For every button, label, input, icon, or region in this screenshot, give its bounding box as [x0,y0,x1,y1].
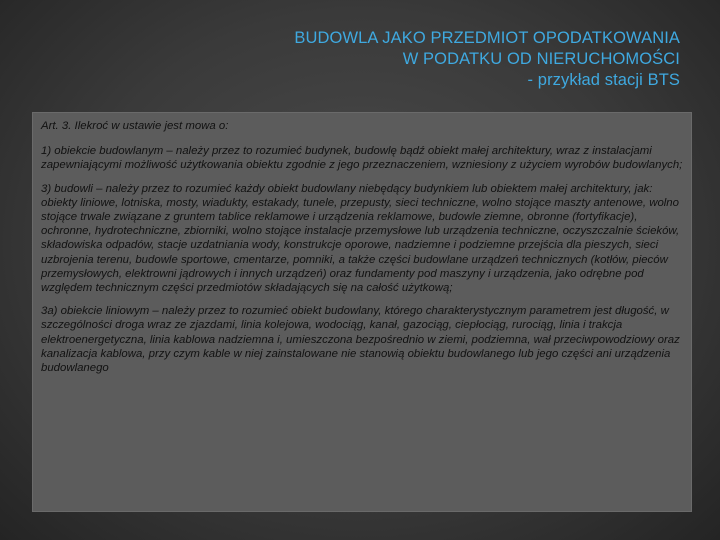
paragraph-obiekt-budowlany: 1) obiekcie budowlanym – należy przez to rozumieć budynek, budowlę bądź obiekt małej architektury, wraz z instalacjami zapewniającymi możliwość użytkowania obiektu zgodnie z jego przeznaczeniem, wzniesiony z użyciem wyrobów budowlanych; [41,145,683,172]
slide-title-line-3: - przykład stacji BTS [527,71,680,89]
slide-title-line-1: BUDOWLA JAKO PRZEDMIOT OPODATKOWANIA [294,29,680,47]
article-heading: Art. 3. Ilekroć w ustawie jest mowa o: [41,120,229,132]
slide-title-line-2: W PODATKU OD NIERUCHOMOŚCI [402,50,680,68]
paragraph-budowla: 3) budowli – należy przez to rozumieć każdy obiekt budowlany niebędący budynkiem lub obiektem małej architektury, jak: obiekty liniowe, lotniska, mosty, wiadukty, estakady, tunele, przepusty, sieci techniczne, wolno stojące maszty antenowe, wolno stojące trwale związane z gruntem tablice reklamowe i urządzenia reklamowe, budowle ziemne, obronne (fortyfikacje), ochronne, hydrotechniczne, zbiorniki, wolno stojące instalacje przemysłowe lub urządzenia techniczne, oczyszczalnie ścieków, składowiska odpadów, stacje uzdatniania wody, konstrukcje oporowe, nadziemne i podziemne przejścia dla pieszych, sieci uzbrojenia terenu, budowle sportowe, cmentarze, pomniki, a także części budowlane urządzeń technicznych (kotłów, pieców przemysłowych, elektrowni jądrowych i innych urządzeń) oraz fundamenty pod maszyny i urządzenia, jako odrębne pod względem technicznym części przedmiotów składających się na całość użytkową; [41,182,680,295]
paragraph-obiekt-liniowy: 3a) obiekcie liniowym – należy przez to rozumieć obiekt budowlany, którego charakterystycznym parametrem jest długość, w szczególności droga wraz ze zjazdami, linia kolejowa, wodociąg, kanał, gazociąg, ciepłociąg, rurociąg, linia i trakcja elektroenergetyczna, linia kablowa nadziemna i, umieszczona bezpośrednio w ziemi, podziemna, wał przeciwpowodziowy oraz kanalizacja kablowa, przy czym kable w niej zainstalowane nie stanowią obiektu budowlanego lub jego części ani urządzenia budowlanego [41,305,680,375]
content-box [32,112,692,512]
slide-title [80,28,680,91]
